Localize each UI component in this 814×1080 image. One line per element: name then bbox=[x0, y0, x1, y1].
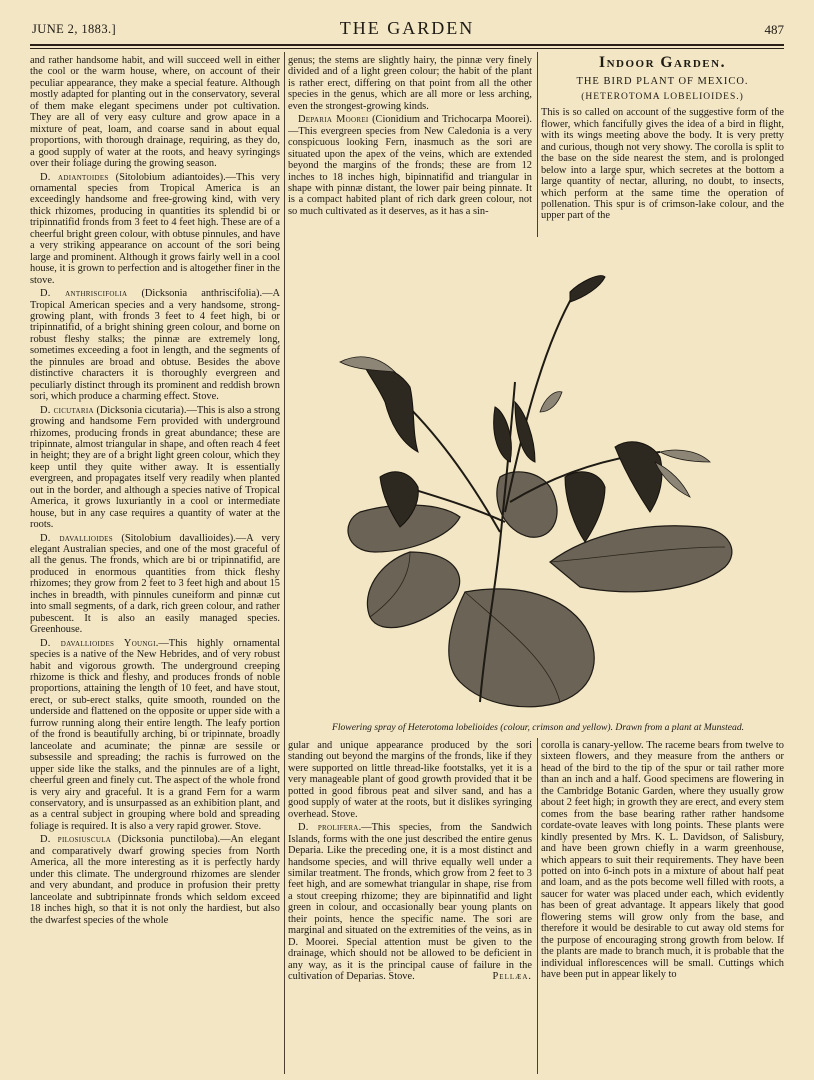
column-divider-1 bbox=[284, 52, 285, 1074]
flower bbox=[494, 407, 512, 462]
entry-text: (Cionidium and Trichocarpa Moorei).—This evergreen species from New Caledonia is a very conspicuous looking Fern, inasmuch as the sori are situated upon the apex of the veins, which are extended beyond the margins of the fronds; these are from 12 inches to 18 inches high, bipinnatifid and triangular in shape with pinnæ distant, the lower pair being pinnate. It is a compact habited plant of rich dark green colour, not so much cultivated as it deserves, as it has a sin- bbox=[288, 114, 532, 217]
masthead-title: THE GARDEN bbox=[339, 18, 475, 38]
col1-entry-cicutaria bbox=[30, 405, 280, 531]
article-title: THE BIRD PLANT OF MEXICO. bbox=[576, 76, 749, 88]
col2-paragraph: gular and unique appearance produced by the sori standing out beyond the margins of the fronds, like if they were supported on little thread-like footstalks, yet it is a very manageable plant of good growth provided that it be potted in good fibrous peat and silver sand, and has a good supply of water at the roots, but it dislikes syringing overhead. Stove. bbox=[288, 740, 532, 820]
entry-heading: D. pilosiuscula bbox=[40, 834, 112, 846]
flower bbox=[565, 472, 605, 542]
header-rule bbox=[30, 44, 784, 46]
col2-paragraph: genus; the stems are slightly hairy, the pinnæ very finely divided and of a light green colour; the habit of the plant is rather erect, differing on that point from all the other species in the genus, which are all more or less arching, even the strongest-growing kinds. bbox=[288, 55, 532, 112]
column-3-top bbox=[541, 55, 784, 237]
flower-petal bbox=[340, 357, 395, 372]
entry-heading: Deparia Moorei bbox=[298, 114, 369, 126]
entry-heading: D. cicutaria bbox=[40, 404, 94, 416]
section-heading: Indoor Garden. bbox=[599, 55, 726, 71]
flower-petal bbox=[540, 392, 562, 412]
entry-text: (Dicksonia anthriscifolia).—A Tropical American species and a very handsome, strong-growing plant, with fronds 3 feet to 4 feet high, bi or tripinnatifid, of a bright shining green colour, and borne on robust fleshy stalks; the pinnæ are extremely long, sometimes exceeding a foot in length, and the segments of the pinnules are broad and obtuse. Besides the above distinctive characters it is thoroughly evergreen and peculiarly distinct through its prominent and reddish brown sori, which produce a charming effect. Stove. bbox=[30, 288, 280, 403]
leaf-shape bbox=[550, 526, 732, 592]
col2-entry-prolifera bbox=[288, 822, 532, 982]
col1-entry-adiantoides bbox=[30, 172, 280, 287]
col2-entry-deparia-moorei bbox=[288, 114, 532, 217]
entry-text: .—This species, from the Sandwich Islands, forms with the one just described the entire genus Deparia. Like the preceding one, it is a most distinct and handsome species, and will thrive equally well under a similar treatment. The fronds, which grow from 2 feet to 3 feet high, and are somewhat triangular in shape, rise from a stout creeping rhizome; they are bipinnatifid and light green in colour, and occasionally bear young plants on their points, hence the specific name. The sori are marginal and situated on the extremities of the veins, as in D. Moorei. Special attention must be given to the drainage, which should not be allowed to be deficient in any way, as it is the principal cause of failure in the cultivation of Deparias. Stove. bbox=[288, 822, 532, 983]
article-subtitle: (HETEROTOMA LOBELIOIDES.) bbox=[581, 91, 744, 102]
column-2-bottom bbox=[288, 740, 532, 1076]
entry-text: (Sitolobium adiantoides).—This very ornamental species from Tropical America is an exceedingly handsome and free-growing kind, with very thick rhizomes, producing in quantities its splendid bi or tripinnatifid fronds from 3 feet to 4 feet high. These are of a cheerful bright green colour, with obtuse pinnules, and have a very striking appearance on account of the sori being large and prominent. Although it grows fairly well in a cool house, it is grown to perfection and is altogether finer in the stove. bbox=[30, 171, 280, 286]
flower-petal bbox=[660, 450, 710, 462]
column-2-top bbox=[288, 55, 532, 237]
flower bbox=[365, 366, 418, 452]
col1-entry-youngi bbox=[30, 638, 280, 833]
article-paragraph: corolla is canary-yellow. The raceme bears from twelve to sixteen flowers, and they measure from the anthers or head of the bird to the tip of the spur or tail rather more than an inch and a half. Good specimens are flowering in the Cambridge Botanic Garden, where they usually grow about 2 feet high; in growth they are erect, and every stem comes from the base bearing rather rather handsome cordate-ovate leaves with long points. These plants were kindly presented by Mrs. K. L. Davidson, of Salisbury, and have been grown chiefly in a warm greenhouse, which appears to suit their requirements. They have been potted on into 6-inch pots in a mixture of about half peat and loam, and as the pots become well filled with roots, a saucer for water was placed under each, which evidently has been of great advantage. It appears likely that good flowering stems will grow only from the base, and therefore it would be desirable to cut away old stems for the purpose of encouraging strong growth from below. If the plants are made to branch much, it is probable that the individual inflorescences will be small. Cuttings which have been put in appear likely to bbox=[541, 740, 784, 981]
col1-entry-anthriscifolia bbox=[30, 288, 280, 403]
entry-text: (Dicksonia punctiloba).—An elegant and comparatively dwarf growing species from North America, all the more interesting as it is perfectly hardy under this climate. The underground rhizomes are slender and very abundant, and produce in profusion their pretty lanceolate and subtripinnate fronds which seldom exceed 18 inches high, so that it is not only the hardiest, but also the dwarfest species of the whole bbox=[30, 834, 280, 926]
leaf-shape bbox=[449, 589, 594, 707]
header-rule-thin bbox=[30, 48, 784, 49]
column-1 bbox=[30, 55, 280, 1077]
column-3-bottom bbox=[541, 740, 784, 1076]
issue-date: JUNE 2, 1883.] bbox=[32, 22, 117, 36]
entry-heading: D. davallioides bbox=[40, 532, 113, 544]
entry-heading: D. prolifera bbox=[298, 822, 359, 834]
entry-heading: D. davallioides Youngi bbox=[40, 637, 156, 649]
entry-heading: D. adiantoides bbox=[40, 171, 109, 183]
author-signature: Pellæa. bbox=[492, 971, 532, 983]
flowering-spray-illustration bbox=[300, 262, 784, 714]
page-number: 487 bbox=[764, 22, 784, 37]
flower-bud bbox=[570, 276, 605, 302]
entry-heading: D. anthriscifolia bbox=[40, 288, 128, 300]
column-divider-2-top bbox=[537, 52, 538, 237]
leaf-shape bbox=[367, 552, 459, 628]
page-header bbox=[30, 18, 784, 42]
entry-text: (Sitolobium davallioides).—A very elegant Australian species, and one of the most graceful of all the genus. The fronds, which are bi or tripinnatifid, are produced in enormous quantities from thick fleshy rhizomes; they grow from 2 feet to 3 feet high and about 15 inches in breadth, with pinnules cuneiform and pinnæ cut into small segments, of a dark, rich green colour, and rather pubescent. It is also an easily managed species. Greenhouse. bbox=[30, 532, 280, 636]
col1-entry-davallioides bbox=[30, 533, 280, 636]
article-paragraph: This is so called on account of the suggestive form of the flower, which fancifully gives the idea of a bird in flight, with its wings meeting above the body. It is very pretty and curious, though not very showy. The corolla is split to the base on the side nearest the stem, and is prolonged below into a large spur, which secretes at the bottom a large quantity of nectar, alluring, no doubt, to insects, which perform at the same time the operation of pollenation. This spur is of crimson-lake colour, and the upper part of the bbox=[541, 107, 784, 222]
figure-caption: Flowering spray of Heterotoma lobelioides (colour, crimson and yellow). Drawn from a plant at Munstead. bbox=[331, 722, 745, 733]
flower bbox=[615, 442, 662, 512]
entry-text: .—This highly ornamental species is a native of the New Hebrides, and of very robust habit and vigorous growth. The underground creeping rhizome is thick and fleshy, and produces fronds of noble proportions, attaining the length of 10 feet, and have stout, erect, or sub-erect stalks, quite smooth, rounded on the underside and flattened on the opposite or upper side with a furrow running along their entire length. The leafy portion of the frond is beautifully arching, bi or tripinnate, broadly lanceolate and acuminate; the pinnæ are sessile or subsessile and spreading; the rachis is furrowed on the upper side like the stalks, and the pinnules are of a light, cheerful green and finely cut. The aspect of the whole frond is very airy and graceful. It is a grand Fern for a warm conservatory, and is unsurpassed as an exhibition plant, and as a central subject in grouping where bold and spreading foliage is required. It is also a very rapid grower. Stove. bbox=[30, 637, 280, 832]
col1-entry-pilosiuscula bbox=[30, 834, 280, 926]
col1-paragraph: and rather handsome habit, and will succeed well in either the cool or the warm house, where, on account of their peculiar appearance, they make a special feature. Although mostly adapted for planting out in the conservatory, several of them make elegant specimens under pot cultivation. They are all of very easy culture and grow apace in a mixture of peat, loam, and coarse sand in about equal proportions, with thorough drainage, requiring, as they do, a good supply of water at the roots, and heavy syringings over their foliage during the growing season. bbox=[30, 55, 280, 170]
column-divider-2-bottom bbox=[537, 738, 538, 1074]
entry-text: (Dicksonia cicutaria).—This is also a strong growing and handsome Fern provided with underground rhizomes, producing fronds in great abundance; these are tripinnate, almost triangular in shape, and often reach 4 feet in height; they are of a bright light green colour, which they keep until they quite wither away. It is essentially evergreen, and propagates itself very readily when planted out in the border, and although a species native of Tropical America, it grows luxuriantly in a cool or intermediate house, but in any case requires a quantity of water at the roots. bbox=[30, 404, 280, 531]
